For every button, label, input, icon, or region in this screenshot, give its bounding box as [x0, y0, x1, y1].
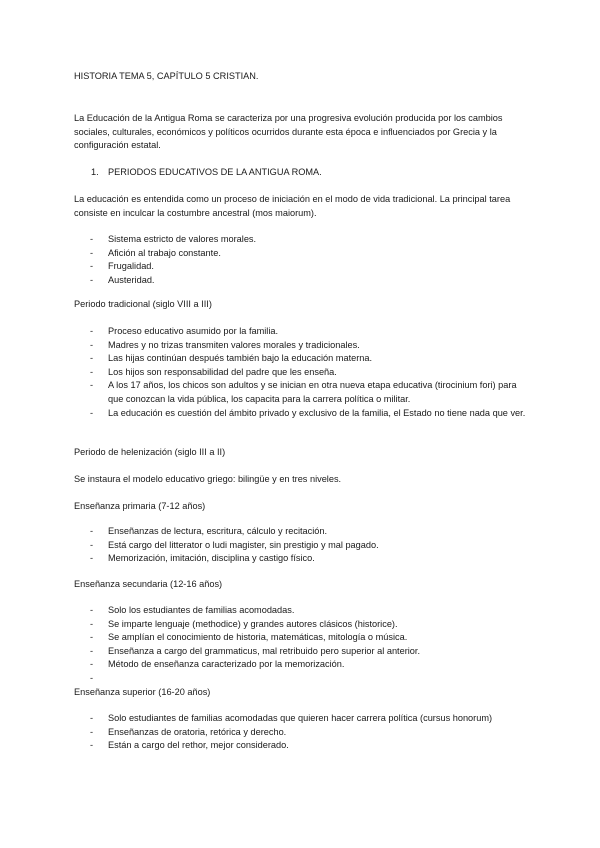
- list-item: - Proceso educativo asumido por la familia.: [74, 325, 526, 339]
- document-header: HISTORIA TEMA 5, CAPÍTULO 5 CRISTIAN.: [74, 71, 259, 81]
- bullet-dash: -: [90, 605, 94, 615]
- list-item: - Austeridad.: [74, 274, 526, 288]
- education-paragraph: La educación es entendida como un proceso de iniciación en el modo de vida tradicional. La principal tarea consiste en inculcar la costumbre ancestral (mos maiorum).: [74, 194, 511, 218]
- empty-list-item: [74, 672, 526, 686]
- secondary-heading: Enseñanza secundaria (12-16 años): [74, 579, 223, 589]
- bullet-dash: -: [90, 632, 94, 643]
- list-item: - Los hijos son responsabilidad del padre que les enseña.: [74, 366, 526, 380]
- list-item: - Enseñanzas de lectura, escritura, cálculo y recitación.: [74, 525, 526, 539]
- bullet-dash: -: [90, 740, 94, 751]
- bullet-dash: -: [90, 713, 94, 723]
- bullet-dash: -: [90, 539, 94, 550]
- list-item: - Memorización, imitación, disciplina y castigo físico.: [74, 552, 526, 566]
- section-heading: [74, 166, 560, 180]
- primary-heading: Enseñanza primaria (7-12 años): [74, 501, 206, 511]
- traditional-list: [74, 325, 526, 420]
- list-item: - Sistema estricto de valores morales.: [74, 233, 526, 247]
- superior-heading: Enseñanza superior (16-20 años): [74, 687, 211, 697]
- list-item: - Método de enseñanza caracterizado por la memorización.: [74, 658, 526, 672]
- list-item: - Enseñanzas de oratoria, retórica y derecho.: [74, 726, 526, 740]
- list-item: - Las hijas continúan después también bajo la educación materna.: [74, 352, 526, 366]
- bullet-dash: -: [90, 526, 94, 536]
- list-item: - Se imparte lenguaje (methodice) y grandes autores clásicos (historice).: [74, 618, 526, 632]
- traditional-heading: Periodo tradicional (siglo VIII a III): [74, 299, 212, 309]
- bullet-dash: -: [90, 234, 94, 244]
- bullet-dash: -: [90, 659, 94, 670]
- list-item: - Están a cargo del rethor, mejor considerado.: [74, 739, 526, 753]
- list-item: - Solo los estudiantes de familias acomodadas.: [74, 604, 526, 618]
- list-item: - Frugalidad.: [74, 260, 526, 274]
- bullet-dash: -: [90, 726, 94, 737]
- hellenization-paragraph: Se instaura el modelo educativo griego: bilingüe y en tres niveles.: [74, 474, 342, 484]
- bullet-dash: -: [90, 339, 94, 350]
- bullet-dash: -: [90, 407, 94, 418]
- list-item: - Madres y no trizas transmiten valores morales y tradicionales.: [74, 339, 526, 353]
- bullet-dash: -: [90, 645, 94, 656]
- bullet-dash: -: [90, 261, 94, 272]
- bullet-dash: -: [90, 274, 94, 285]
- list-item: - A los 17 años, los chicos son adultos y se inician en otra nueva etapa educativa (tirocinium fori) para que conozcan la vida pública, los capacita para la carrera política o militar.: [90, 380, 517, 404]
- list-item: - Enseñanza a cargo del grammaticus, mal retribuido pero superior al anterior.: [74, 645, 526, 659]
- bullet-dash: -: [90, 618, 94, 629]
- bullet-dash: -: [90, 353, 94, 364]
- secondary-list: [74, 604, 526, 686]
- list-item: - Solo estudiantes de familias acomodadas que quieren hacer carrera política (cursus honorum): [74, 712, 526, 726]
- list-item: - Está cargo del litterator o ludi magister, sin prestigio y mal pagado.: [74, 539, 526, 553]
- bullet-dash: -: [90, 247, 94, 258]
- list-item: - La educación es cuestión del ámbito privado y exclusivo de la familia, el Estado no tiene nada que ver.: [74, 407, 526, 421]
- intro-paragraph: La Educación de la Antigua Roma se caracteriza por una progresiva evolución producida por los cambios sociales, culturales, económicos y políticos ocurridos durante esta época e influenciados por Grecia y la configuración estatal.: [74, 113, 503, 151]
- bullet-dash: -: [90, 553, 94, 564]
- list-item: - Se amplían el conocimiento de historia, matemáticas, mitología o música.: [74, 631, 526, 645]
- superior-list: [74, 712, 526, 753]
- bullet-dash: -: [90, 380, 94, 391]
- bullet-dash: -: [90, 366, 94, 377]
- list-item: - Afición al trabajo constante.: [74, 247, 526, 261]
- section-title: PERIODOS EDUCATIVOS DE LA ANTIGUA ROMA.: [108, 167, 322, 177]
- hellenization-heading: Periodo de helenización (siglo III a II): [74, 447, 226, 457]
- values-list: [74, 233, 526, 287]
- section-number: 1.: [91, 167, 99, 177]
- bullet-dash: -: [90, 326, 94, 336]
- bullet-dash: -: [90, 672, 94, 683]
- primary-list: [74, 525, 526, 566]
